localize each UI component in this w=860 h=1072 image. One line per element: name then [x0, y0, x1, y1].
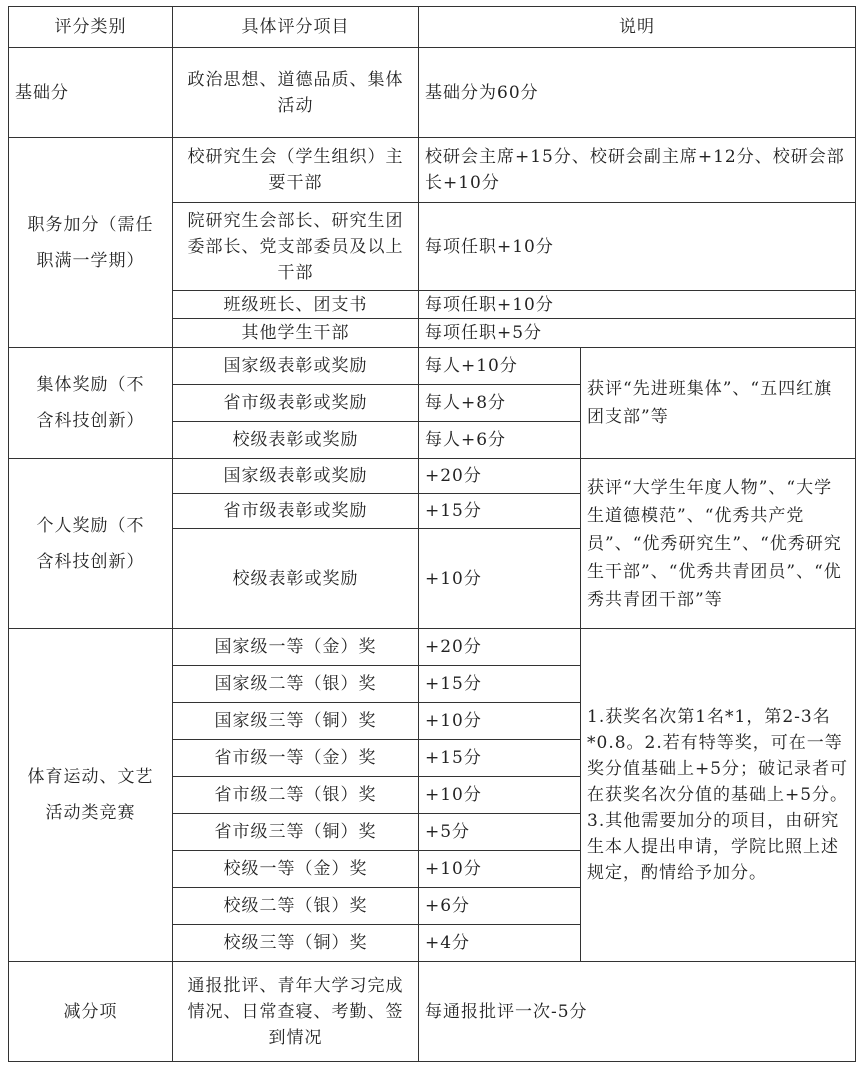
item-cell: 国家级二等（银）奖: [173, 666, 419, 703]
table-row: [9, 962, 856, 1062]
desc-cell: 每通报批评一次-5分: [419, 962, 856, 1062]
item-cell: 院研究生会部长、研究生团委部长、党支部委员及以上干部: [173, 203, 419, 291]
note-cell: 获评“大学生年度人物”、“大学生道德模范”、“优秀共产党员”、“优秀研究生”、“优秀研究生干部”、“优秀共青团员”、“优秀共青团干部”等: [581, 459, 856, 629]
score-cell: +15分: [419, 494, 581, 529]
desc-cell: 每项任职+10分: [419, 291, 856, 319]
item-cell: 国家级一等（金）奖: [173, 629, 419, 666]
desc-cell: 每项任职+10分: [419, 203, 856, 291]
item-cell: 通报批评、青年大学习完成情况、日常查寝、考勤、签到情况: [173, 962, 419, 1062]
category-sports: 体育运动、文艺活动类竞赛: [9, 629, 173, 962]
score-cell: +20分: [419, 459, 581, 494]
score-cell: 每人+10分: [419, 348, 581, 385]
score-cell: +15分: [419, 666, 581, 703]
table-row: [9, 138, 856, 203]
item-cell: 政治思想、道德品质、集体活动: [173, 48, 419, 138]
desc-cell: 每项任职+5分: [419, 319, 856, 348]
category-collective: 集体奖励（不含科技创新）: [9, 348, 173, 459]
item-cell: 校级表彰或奖励: [173, 529, 419, 629]
score-cell: +5分: [419, 814, 581, 851]
item-cell: 校研究生会（学生组织）主要干部: [173, 138, 419, 203]
score-cell: +4分: [419, 925, 581, 962]
header-category: 评分类别: [9, 7, 173, 48]
header-items: 具体评分项目: [173, 7, 419, 48]
note-cell: 获评“先进班集体”、“五四红旗团支部”等: [581, 348, 856, 459]
item-cell: 校级三等（铜）奖: [173, 925, 419, 962]
item-cell: 省市级表彰或奖励: [173, 385, 419, 422]
table-row: [9, 348, 856, 385]
item-cell: 国家级三等（铜）奖: [173, 703, 419, 740]
header-desc: 说明: [419, 7, 856, 48]
score-cell: 每人+6分: [419, 422, 581, 459]
item-cell: 省市级一等（金）奖: [173, 740, 419, 777]
score-cell: +10分: [419, 703, 581, 740]
desc-cell: 校研会主席+15分、校研会副主席+12分、校研会部长+10分: [419, 138, 856, 203]
item-cell: 省市级二等（银）奖: [173, 777, 419, 814]
table-row: [9, 629, 856, 666]
item-cell: 国家级表彰或奖励: [173, 459, 419, 494]
score-cell: 每人+8分: [419, 385, 581, 422]
category-deduct: 减分项: [9, 962, 173, 1062]
item-cell: 其他学生干部: [173, 319, 419, 348]
category-duty: 职务加分（需任职满一学期）: [9, 138, 173, 348]
score-table: [8, 6, 856, 1062]
item-cell: 省市级三等（铜）奖: [173, 814, 419, 851]
item-cell: 校级二等（银）奖: [173, 888, 419, 925]
category-base: 基础分: [9, 48, 173, 138]
table-row: [9, 48, 856, 138]
table-row: [9, 459, 856, 494]
header-row: [9, 7, 856, 48]
category-personal: 个人奖励（不含科技创新）: [9, 459, 173, 629]
item-cell: 省市级表彰或奖励: [173, 494, 419, 529]
score-cell: +10分: [419, 777, 581, 814]
desc-cell: 基础分为60分: [419, 48, 856, 138]
score-cell: +10分: [419, 529, 581, 629]
score-cell: +20分: [419, 629, 581, 666]
note-cell: 1.获奖名次第1名*1，第2-3名*0.8。2.若有特等奖，可在一等奖分值基础上+5分；破记录者可在获奖名次分值的基础上+5分。3.其他需要加分的项目，由研究生本人提出申请，学院比照上述规定，酌情给予加分。: [581, 629, 856, 962]
item-cell: 班级班长、团支书: [173, 291, 419, 319]
score-cell: +10分: [419, 851, 581, 888]
item-cell: 校级一等（金）奖: [173, 851, 419, 888]
item-cell: 国家级表彰或奖励: [173, 348, 419, 385]
score-cell: +6分: [419, 888, 581, 925]
item-cell: 校级表彰或奖励: [173, 422, 419, 459]
score-cell: +15分: [419, 740, 581, 777]
